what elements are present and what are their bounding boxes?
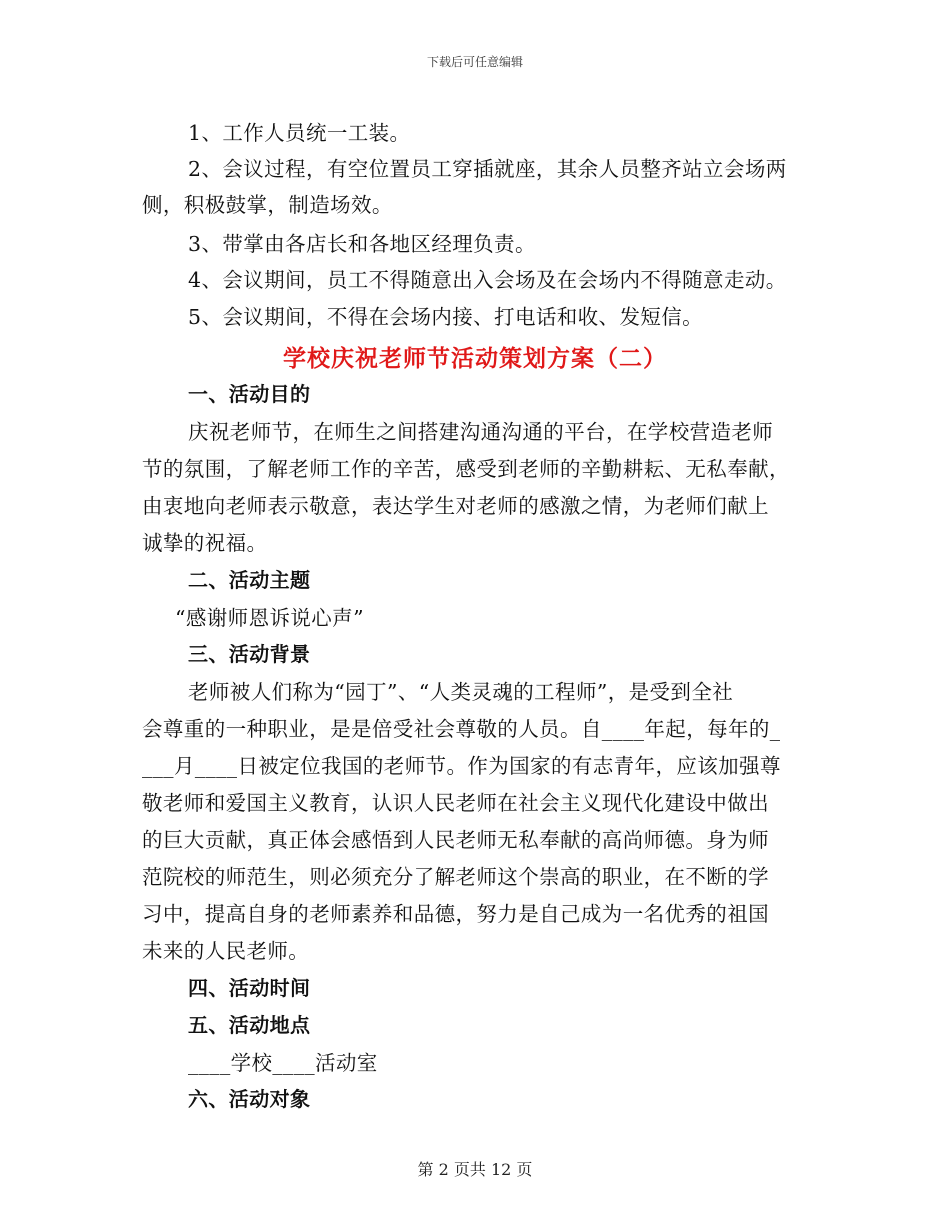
paragraph-line: 诚挚的祝福。 bbox=[142, 531, 268, 555]
paragraph-line: 庆祝老师节，在师生之间搭建沟通沟通的平台，在学校营造老师 bbox=[188, 420, 774, 444]
paragraph-line: 敬老师和爱国主义教育，认识人民老师在社会主义现代化建设中做出 bbox=[142, 791, 769, 815]
section-heading: 二、活动主题 bbox=[188, 568, 311, 592]
paragraph-line: 老师被人们称为“园丁”、“人类灵魂的工程师”，是受到全社 bbox=[188, 680, 734, 704]
section-heading: 五、活动地点 bbox=[188, 1013, 311, 1037]
paragraph-line: 范院校的师范生，则必须充分了解老师这个崇高的职业，在不断的学 bbox=[142, 865, 769, 889]
paragraph-line: “感谢师恩诉说心声” bbox=[175, 606, 364, 630]
document-title: 学校庆祝老师节活动策划方案（二） bbox=[283, 346, 667, 372]
list-item: 5、会议期间，不得在会场内接、打电话和收、发短信。 bbox=[188, 305, 704, 329]
section-heading: 三、活动背景 bbox=[188, 642, 311, 666]
paragraph-line: 会尊重的一种职业，是是倍受社会尊敬的人员。自____年起，每年的_ bbox=[142, 717, 781, 741]
list-item: 1、工作人员统一工装。 bbox=[188, 121, 411, 145]
list-item-continuation: 侧，积极鼓掌，制造场效。 bbox=[142, 193, 393, 217]
section-heading: 一、活动目的 bbox=[188, 382, 311, 406]
paragraph-line: 习中，提高自身的老师素养和品德，努力是自己成为一名优秀的祖国 bbox=[142, 902, 769, 926]
paragraph-line: 节的氛围，了解老师工作的辛苦，感受到老师的辛勤耕耘、无私奉献， bbox=[142, 457, 790, 481]
paragraph-line: 由衷地向老师表示敬意，表达学生对老师的感激之情，为老师们献上 bbox=[142, 494, 769, 518]
page-header: 下载后可任意编辑 bbox=[426, 55, 523, 69]
section-heading: 六、活动对象 bbox=[188, 1087, 311, 1111]
paragraph-line: 的巨大贡献，真正体会感悟到人民老师无私奉献的高尚师德。身为师 bbox=[142, 828, 769, 852]
paragraph-line: ____学校____活动室 bbox=[188, 1051, 378, 1075]
list-item: 2、会议过程，有空位置员工穿插就座，其余人员整齐站立会场两 bbox=[188, 157, 787, 181]
list-item: 4、会议期间，员工不得随意出入会场及在会场内不得随意走动。 bbox=[188, 268, 787, 292]
page-footer: 第 2 页共 12 页 bbox=[417, 1160, 533, 1179]
paragraph-line: 未来的人民老师。 bbox=[142, 939, 310, 963]
paragraph-line: ___月____日被定位我国的老师节。作为国家的有志青年，应该加强尊 bbox=[142, 754, 781, 778]
list-item: 3、带掌由各店长和各地区经理负责。 bbox=[188, 232, 536, 256]
section-heading: 四、活动时间 bbox=[188, 976, 311, 1000]
